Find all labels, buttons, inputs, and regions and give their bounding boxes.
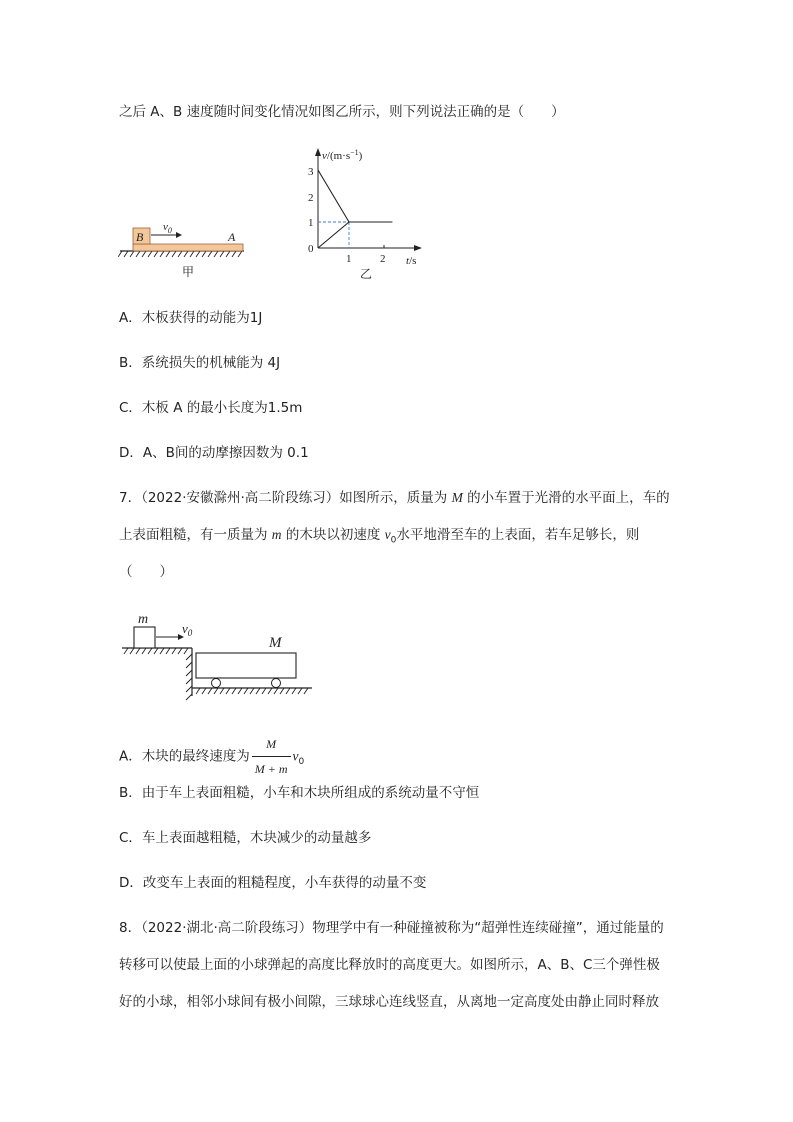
q6-option-a: A．木板获得的动能为1J <box>119 310 263 326</box>
q7-option-b: B．由于车上表面粗糙，小车和木块所组成的系统动量不守恒 <box>119 785 480 801</box>
board-a <box>133 244 243 251</box>
x-axis-label: t/s <box>406 255 417 267</box>
q7-stem-line2: 上表面粗糙，有一质量为 m 的木块以初速度 $v_0$水平地滑至车的上表面，若车足够长，则 <box>119 527 640 546</box>
y-tick-label-0: 0 <box>308 243 314 255</box>
lower-hatch <box>196 688 308 694</box>
y-axis-arrow <box>315 148 321 156</box>
q6-option-b: B．系统损失的机械能为 4J <box>119 355 281 371</box>
q6-option-c: C．木板 A 的最小长度为1.5m <box>119 400 303 416</box>
q8-stem-line1: 8．（2022·湖北·高二阶段练习）物理学中有一种碰撞被称为“超弹性连续碰撞”，通过能量的 <box>119 920 664 936</box>
mass-M: M <box>451 490 463 505</box>
board-a-label: A <box>228 230 236 244</box>
caption-yi: 乙 <box>360 267 373 280</box>
series-b-line <box>318 170 392 222</box>
cart-wheel-right <box>272 679 281 688</box>
q7-stem-line3: （ ） <box>119 564 173 580</box>
wall-hatch <box>186 654 192 700</box>
y-tick-label-3: 3 <box>308 166 314 178</box>
caption-jia: 甲 <box>182 265 195 279</box>
block-b-label: B <box>136 230 144 244</box>
series-a-line <box>318 222 349 248</box>
figure-yi-vt-graph <box>300 140 425 280</box>
ground-hatch <box>118 251 242 257</box>
q6-stem: 之后 A、B 速度随时间变化情况如图乙所示，则下列说法正确的是（ ） <box>119 104 565 120</box>
q7-option-c: C．车上表面越粗糙，木块减少的动量越多 <box>119 830 372 846</box>
q7-v0-label: $v_0$ <box>182 621 193 638</box>
x-tick-label-1: 1 <box>346 253 352 265</box>
figure-jia <box>118 210 253 280</box>
cart-wheel-left <box>212 679 221 688</box>
figure-q7-cart <box>122 608 317 703</box>
cart-m-label: M <box>269 635 282 651</box>
block-m <box>134 627 155 648</box>
y-tick-label-1: 1 <box>308 217 314 229</box>
y-tick-label-2: 2 <box>308 192 314 204</box>
block-m-label: m <box>138 612 149 627</box>
x-tick-label-2: 2 <box>380 253 386 265</box>
ledge-hatch <box>124 648 188 654</box>
mass-m: m <box>271 527 282 542</box>
v0-arrowhead <box>176 232 182 238</box>
fraction-final-velocity: $\frac{M}{M + m}$ <box>252 732 291 781</box>
q8-stem-line3: 好的小球，相邻小球间有极小间隙，三球球心连线竖直，从离地一定高度处由静止同时释放 <box>119 994 659 1010</box>
q6-option-d: D．A、B间的动摩擦因数为 0.1 <box>119 445 309 461</box>
y-axis-label: $v/(m\cdot s^{-1})$ <box>322 148 363 162</box>
q8-stem-line2: 转移可以使最上面的小球弹起的高度比释放时的高度更大。如图所示，A、B、C三个弹性极 <box>119 957 660 973</box>
q7-stem-line1: 7．（2022·安徽滁州·高二阶段练习）如图所示，质量为 M 的小车置于光滑的水平面上，车的 <box>119 490 670 506</box>
cart-body <box>196 653 296 678</box>
v0-label: $v_0$ <box>163 221 172 235</box>
q7-option-d: D．改变车上表面的粗糙程度，小车获得的动量不变 <box>119 875 427 891</box>
x-axis-arrow <box>414 245 422 251</box>
q7-option-a: A．木块的最终速度为 $\frac{M}{M + m}$ $v_0$ <box>119 732 304 781</box>
